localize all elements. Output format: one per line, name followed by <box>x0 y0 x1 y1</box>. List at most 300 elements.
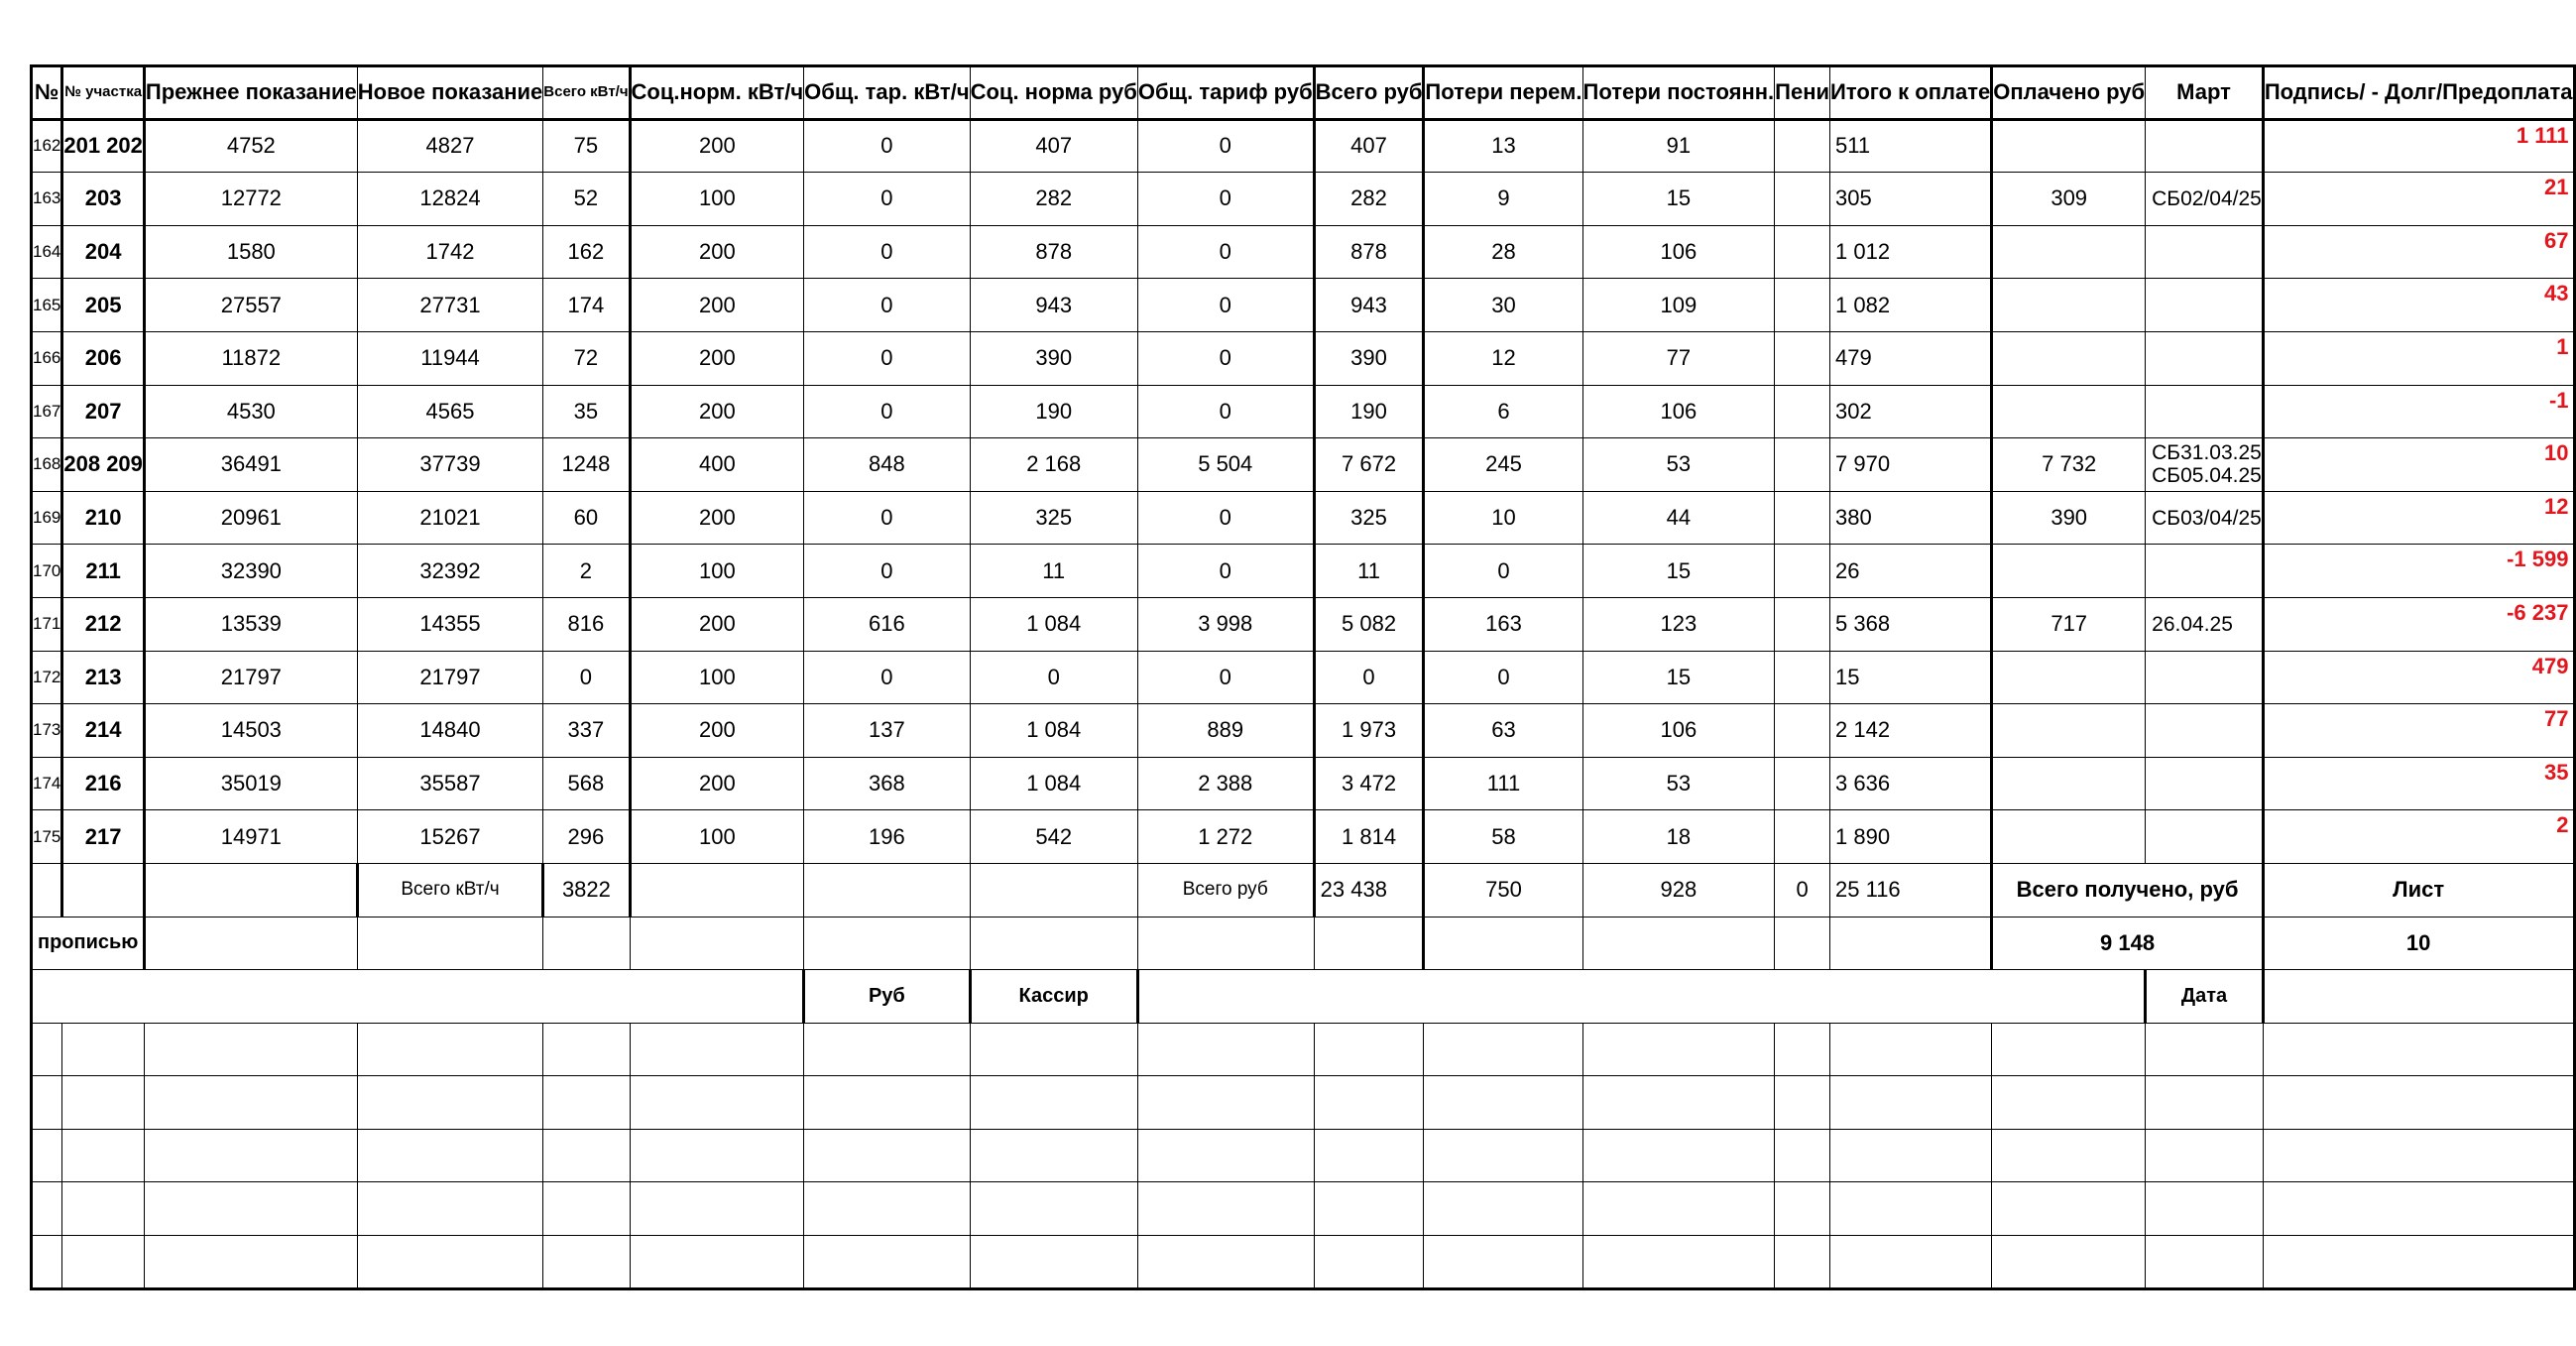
paid-rub: 7 732 <box>1992 438 2146 492</box>
fine <box>1775 225 1830 279</box>
empty-cell <box>630 1129 804 1182</box>
table-row <box>32 119 2575 173</box>
social-norm-rub: 1 084 <box>970 597 1137 651</box>
empty-cell <box>543 1236 630 1289</box>
total-kwh: 337 <box>543 704 630 758</box>
empty-row <box>32 1129 2575 1182</box>
previous-reading: 14503 <box>144 704 357 758</box>
header-cell: Соц. норма руб <box>970 66 1137 120</box>
debt-prepayment: 21 <box>2263 173 2574 226</box>
plot-number: 208 209 <box>62 438 145 492</box>
empty-cell <box>1830 1129 1992 1182</box>
total-kwh: 60 <box>543 491 630 545</box>
fine <box>1775 810 1830 864</box>
empty-cell <box>543 1076 630 1130</box>
debt-prepayment: 479 <box>2263 651 2574 704</box>
paid-rub <box>1992 704 2146 758</box>
losses-variable: 163 <box>1424 597 1582 651</box>
empty-cell <box>630 863 804 917</box>
header-cell: Новое показание <box>357 66 543 120</box>
header-cell: Всего руб <box>1314 66 1424 120</box>
header-cell: Потери постоянн. <box>1582 66 1775 120</box>
losses-constant: 18 <box>1582 810 1775 864</box>
empty-cell <box>62 1023 145 1076</box>
total-kwh: 568 <box>543 757 630 810</box>
new-reading: 21021 <box>357 491 543 545</box>
sheet-number: 10 <box>2263 917 2574 970</box>
row-number: 171 <box>32 597 62 651</box>
empty-cell <box>1137 1129 1314 1182</box>
empty-cell <box>62 1076 145 1130</box>
plot-number: 211 <box>62 545 145 598</box>
empty-cell <box>970 1236 1137 1289</box>
social-norm-kwh: 400 <box>630 438 804 492</box>
amount-due: 1 890 <box>1830 810 1992 864</box>
general-tariff-rub: 2 388 <box>1137 757 1314 810</box>
empty-cell <box>32 1236 62 1289</box>
amount-due: 5 368 <box>1830 597 1992 651</box>
new-reading: 14840 <box>357 704 543 758</box>
social-norm-rub: 1 084 <box>970 757 1137 810</box>
general-tariff-kwh: 616 <box>804 597 970 651</box>
debt-prepayment: 10 <box>2263 438 2574 492</box>
empty-cell <box>32 1129 62 1182</box>
general-tariff-kwh: 848 <box>804 438 970 492</box>
new-reading: 35587 <box>357 757 543 810</box>
losses-variable: 30 <box>1424 279 1582 332</box>
paid-rub: 390 <box>1992 491 2146 545</box>
row-number: 162 <box>32 119 62 173</box>
plot-number: 203 <box>62 173 145 226</box>
table-row <box>32 810 2575 864</box>
empty-cell <box>2146 1236 2264 1289</box>
paid-rub <box>1992 119 2146 173</box>
general-tariff-rub: 0 <box>1137 651 1314 704</box>
social-norm-kwh: 100 <box>630 173 804 226</box>
empty-cell <box>543 917 630 970</box>
losses-constant: 15 <box>1582 545 1775 598</box>
empty-cell <box>62 1182 145 1236</box>
social-norm-kwh: 200 <box>630 331 804 385</box>
social-norm-kwh: 200 <box>630 119 804 173</box>
amount-due: 7 970 <box>1830 438 1992 492</box>
empty-cell <box>1992 1182 2146 1236</box>
table-row <box>32 331 2575 385</box>
empty-cell <box>1830 1023 1992 1076</box>
empty-cell <box>1137 1236 1314 1289</box>
losses-variable: 13 <box>1424 119 1582 173</box>
empty-cell <box>1775 917 1830 970</box>
losses-variable: 28 <box>1424 225 1582 279</box>
debt-prepayment: 2 <box>2263 810 2574 864</box>
empty-cell <box>1775 1076 1830 1130</box>
total-rub: 325 <box>1314 491 1424 545</box>
paid-rub <box>1992 279 2146 332</box>
social-norm-kwh: 100 <box>630 545 804 598</box>
empty-cell <box>357 1076 543 1130</box>
paid-rub <box>1992 810 2146 864</box>
empty-cell <box>1424 917 1582 970</box>
empty-cell <box>1314 1023 1424 1076</box>
new-reading: 27731 <box>357 279 543 332</box>
empty-cell <box>1775 1129 1830 1182</box>
table-row <box>32 279 2575 332</box>
paid-rub <box>1992 757 2146 810</box>
empty-cell <box>630 917 804 970</box>
signature-row <box>32 970 2575 1024</box>
previous-reading: 14971 <box>144 810 357 864</box>
total-due: 25 116 <box>1830 863 1992 917</box>
march-payment-note <box>2146 810 2264 864</box>
previous-reading: 21797 <box>144 651 357 704</box>
empty-cell <box>630 1182 804 1236</box>
total-kwh: 52 <box>543 173 630 226</box>
header-cell: Общ. тариф руб <box>1137 66 1314 120</box>
social-norm-rub: 0 <box>970 651 1137 704</box>
paid-rub <box>1992 545 2146 598</box>
header-cell: № <box>32 66 62 120</box>
empty-cell <box>804 1076 970 1130</box>
empty-cell <box>1775 1236 1830 1289</box>
empty-cell <box>2146 1076 2264 1130</box>
general-tariff-kwh: 0 <box>804 651 970 704</box>
empty-cell <box>62 1129 145 1182</box>
new-reading: 32392 <box>357 545 543 598</box>
total-rub: 943 <box>1314 279 1424 332</box>
header-cell: Всего кВт/ч <box>543 66 630 120</box>
debt-prepayment: 35 <box>2263 757 2574 810</box>
empty-cell <box>2263 1182 2574 1236</box>
losses-constant: 15 <box>1582 173 1775 226</box>
paid-rub: 717 <box>1992 597 2146 651</box>
fine <box>1775 545 1830 598</box>
losses-constant: 53 <box>1582 438 1775 492</box>
empty-cell <box>804 1129 970 1182</box>
general-tariff-rub: 889 <box>1137 704 1314 758</box>
empty-cell <box>1582 1236 1775 1289</box>
general-tariff-kwh: 0 <box>804 173 970 226</box>
new-reading: 11944 <box>357 331 543 385</box>
amount-due: 2 142 <box>1830 704 1992 758</box>
amount-due: 302 <box>1830 385 1992 438</box>
empty-cell <box>1424 1129 1582 1182</box>
losses-variable: 12 <box>1424 331 1582 385</box>
row-number: 164 <box>32 225 62 279</box>
total-kwh: 296 <box>543 810 630 864</box>
amount-due: 15 <box>1830 651 1992 704</box>
fine <box>1775 651 1830 704</box>
fine <box>1775 757 1830 810</box>
header-cell: Итого к оплате <box>1830 66 1992 120</box>
losses-variable: 245 <box>1424 438 1582 492</box>
empty-cell <box>2263 1129 2574 1182</box>
empty-cell <box>62 863 145 917</box>
march-payment-note <box>2146 651 2264 704</box>
empty-cell <box>1314 917 1424 970</box>
march-payment-note <box>2146 119 2264 173</box>
social-norm-rub: 11 <box>970 545 1137 598</box>
plot-number: 210 <box>62 491 145 545</box>
date-label: Дата <box>2146 970 2264 1024</box>
social-norm-kwh: 100 <box>630 651 804 704</box>
total-kwh: 0 <box>543 651 630 704</box>
empty-cell <box>804 863 970 917</box>
paid-rub <box>1992 651 2146 704</box>
previous-reading: 32390 <box>144 545 357 598</box>
empty-cell <box>970 1129 1137 1182</box>
empty-cell <box>1137 1076 1314 1130</box>
empty-cell <box>144 1236 357 1289</box>
social-norm-rub: 390 <box>970 331 1137 385</box>
losses-constant: 53 <box>1582 757 1775 810</box>
cashier-signature-field <box>1137 970 2145 1024</box>
social-norm-kwh: 200 <box>630 597 804 651</box>
total-rub: 390 <box>1314 331 1424 385</box>
total-kwh: 35 <box>543 385 630 438</box>
march-payment-note: СБ03/04/25 <box>2146 491 2264 545</box>
total-kwh: 162 <box>543 225 630 279</box>
empty-cell <box>970 863 1137 917</box>
empty-cell <box>970 1182 1137 1236</box>
total-kwh: 1248 <box>543 438 630 492</box>
empty-cell <box>1137 1182 1314 1236</box>
table-row <box>32 385 2575 438</box>
header-cell: Потери перем. <box>1424 66 1582 120</box>
general-tariff-kwh: 0 <box>804 385 970 438</box>
social-norm-rub: 542 <box>970 810 1137 864</box>
empty-cell <box>1582 917 1775 970</box>
header-cell: Подпись/ - Долг/Предоплата <box>2263 66 2574 120</box>
header-cell: Пени <box>1775 66 1830 120</box>
empty-cell <box>1582 1076 1775 1130</box>
paid-rub <box>1992 385 2146 438</box>
debt-prepayment: 67 <box>2263 225 2574 279</box>
cashier-label: Кассир <box>970 970 1137 1024</box>
empty-row <box>32 1023 2575 1076</box>
general-tariff-rub: 0 <box>1137 225 1314 279</box>
new-reading: 21797 <box>357 651 543 704</box>
previous-reading: 4530 <box>144 385 357 438</box>
general-tariff-rub: 0 <box>1137 491 1314 545</box>
general-tariff-kwh: 0 <box>804 279 970 332</box>
total-rub: 3 472 <box>1314 757 1424 810</box>
total-rub: 282 <box>1314 173 1424 226</box>
general-tariff-kwh: 0 <box>804 491 970 545</box>
march-payment-note <box>2146 757 2264 810</box>
in-words-label: прописью <box>32 917 145 970</box>
social-norm-kwh: 100 <box>630 810 804 864</box>
header-cell: Март <box>2146 66 2264 120</box>
plot-number: 204 <box>62 225 145 279</box>
rub-label: Руб <box>804 970 970 1024</box>
empty-cell <box>1830 917 1992 970</box>
losses-variable: 63 <box>1424 704 1582 758</box>
previous-reading: 20961 <box>144 491 357 545</box>
empty-cell <box>144 1023 357 1076</box>
losses-constant: 106 <box>1582 704 1775 758</box>
empty-cell <box>2263 1076 2574 1130</box>
social-norm-kwh: 200 <box>630 757 804 810</box>
empty-cell <box>1137 917 1314 970</box>
social-norm-rub: 282 <box>970 173 1137 226</box>
march-payment-note <box>2146 279 2264 332</box>
social-norm-rub: 407 <box>970 119 1137 173</box>
new-reading: 37739 <box>357 438 543 492</box>
general-tariff-rub: 0 <box>1137 173 1314 226</box>
march-payment-note <box>2146 385 2264 438</box>
plot-number: 213 <box>62 651 145 704</box>
empty-cell <box>1992 1023 2146 1076</box>
row-number: 167 <box>32 385 62 438</box>
march-payment-note <box>2146 545 2264 598</box>
row-number: 175 <box>32 810 62 864</box>
march-payment-note <box>2146 331 2264 385</box>
total-rub: 0 <box>1314 651 1424 704</box>
empty-cell <box>357 1023 543 1076</box>
empty-cell <box>357 1129 543 1182</box>
empty-cell <box>1992 1076 2146 1130</box>
fine <box>1775 704 1830 758</box>
debt-prepayment: 1 <box>2263 331 2574 385</box>
empty-cell <box>62 1236 145 1289</box>
debt-prepayment: -1 <box>2263 385 2574 438</box>
empty-cell <box>32 863 62 917</box>
general-tariff-rub: 5 504 <box>1137 438 1314 492</box>
march-payment-note: СБ02/04/25 <box>2146 173 2264 226</box>
social-norm-kwh: 200 <box>630 491 804 545</box>
total-kwh: 72 <box>543 331 630 385</box>
total-kwh-label: Всего кВт/ч <box>357 863 543 917</box>
total-fine: 0 <box>1775 863 1830 917</box>
empty-cell <box>32 1076 62 1130</box>
losses-variable: 9 <box>1424 173 1582 226</box>
amount-due: 305 <box>1830 173 1992 226</box>
plot-number: 214 <box>62 704 145 758</box>
total-kwh: 816 <box>543 597 630 651</box>
empty-cell <box>804 917 970 970</box>
previous-reading: 36491 <box>144 438 357 492</box>
total-kwh: 174 <box>543 279 630 332</box>
total-kwh: 2 <box>543 545 630 598</box>
plot-number: 205 <box>62 279 145 332</box>
social-norm-rub: 190 <box>970 385 1137 438</box>
table-row <box>32 173 2575 226</box>
empty-cell <box>1775 1182 1830 1236</box>
table-row <box>32 597 2575 651</box>
empty-cell <box>630 1236 804 1289</box>
empty-cell <box>1830 1236 1992 1289</box>
empty-cell <box>357 917 543 970</box>
previous-reading: 4752 <box>144 119 357 173</box>
empty-cell <box>1314 1236 1424 1289</box>
general-tariff-rub: 0 <box>1137 119 1314 173</box>
new-reading: 15267 <box>357 810 543 864</box>
table-row <box>32 757 2575 810</box>
fine <box>1775 438 1830 492</box>
empty-cell <box>144 1076 357 1130</box>
empty-cell <box>1424 1023 1582 1076</box>
losses-constant: 91 <box>1582 119 1775 173</box>
debt-prepayment: 12 <box>2263 491 2574 545</box>
march-payment-note: 26.04.25 <box>2146 597 2264 651</box>
total-rub-value: 23 438 <box>1314 863 1424 917</box>
empty-row <box>32 1182 2575 1236</box>
losses-constant: 15 <box>1582 651 1775 704</box>
new-reading: 1742 <box>357 225 543 279</box>
empty-cell <box>144 863 357 917</box>
amount-due: 1 082 <box>1830 279 1992 332</box>
empty-cell <box>543 1182 630 1236</box>
empty-cell <box>357 1182 543 1236</box>
social-norm-kwh: 200 <box>630 704 804 758</box>
empty-row <box>32 1076 2575 1130</box>
general-tariff-rub: 0 <box>1137 545 1314 598</box>
social-norm-rub: 943 <box>970 279 1137 332</box>
row-number: 169 <box>32 491 62 545</box>
empty-cell <box>804 1236 970 1289</box>
empty-cell <box>1424 1076 1582 1130</box>
empty-cell <box>970 1023 1137 1076</box>
empty-cell <box>804 1182 970 1236</box>
fine <box>1775 331 1830 385</box>
fine <box>1775 279 1830 332</box>
empty-cell <box>1137 1023 1314 1076</box>
total-rub: 11 <box>1314 545 1424 598</box>
row-number: 168 <box>32 438 62 492</box>
paid-rub <box>1992 331 2146 385</box>
row-number: 170 <box>32 545 62 598</box>
total-loss-const: 928 <box>1582 863 1775 917</box>
social-norm-rub: 878 <box>970 225 1137 279</box>
header-cell: Оплачено руб <box>1992 66 2146 120</box>
row-number: 165 <box>32 279 62 332</box>
table-row <box>32 651 2575 704</box>
plot-number: 217 <box>62 810 145 864</box>
plot-number: 201 202 <box>62 119 145 173</box>
fine <box>1775 119 1830 173</box>
amount-due: 1 012 <box>1830 225 1992 279</box>
new-reading: 14355 <box>357 597 543 651</box>
debt-prepayment: -6 237 <box>2263 597 2574 651</box>
previous-reading: 1580 <box>144 225 357 279</box>
amount-due: 380 <box>1830 491 1992 545</box>
total-loss-var: 750 <box>1424 863 1582 917</box>
total-rub: 1 814 <box>1314 810 1424 864</box>
social-norm-rub: 1 084 <box>970 704 1137 758</box>
header-cell: Общ. тар. кВт/ч <box>804 66 970 120</box>
fine <box>1775 597 1830 651</box>
header-cell: Соц.норм. кВт/ч <box>630 66 804 120</box>
total-rub: 1 973 <box>1314 704 1424 758</box>
general-tariff-rub: 3 998 <box>1137 597 1314 651</box>
empty-cell <box>1424 1182 1582 1236</box>
losses-constant: 123 <box>1582 597 1775 651</box>
empty-cell <box>1582 1182 1775 1236</box>
total-rub: 190 <box>1314 385 1424 438</box>
row-number: 173 <box>32 704 62 758</box>
previous-reading: 11872 <box>144 331 357 385</box>
empty-cell <box>804 1023 970 1076</box>
empty-cell <box>1992 1236 2146 1289</box>
empty-cell <box>32 970 804 1024</box>
new-reading: 4827 <box>357 119 543 173</box>
debt-prepayment: -1 599 <box>2263 545 2574 598</box>
losses-variable: 6 <box>1424 385 1582 438</box>
date-field <box>2263 970 2574 1024</box>
losses-variable: 111 <box>1424 757 1582 810</box>
words-row <box>32 917 2575 970</box>
general-tariff-kwh: 196 <box>804 810 970 864</box>
